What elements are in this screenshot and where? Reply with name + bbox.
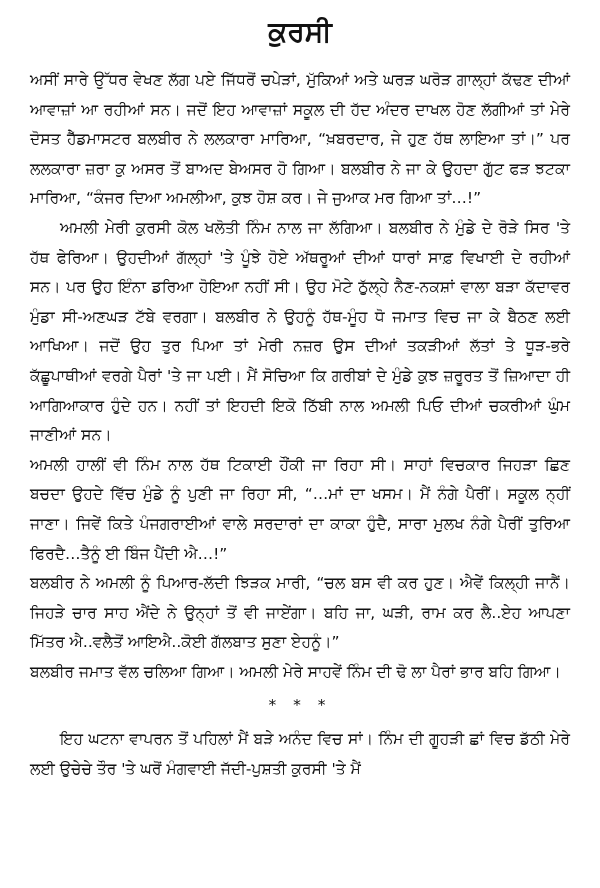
paragraph-3: ਅਮਲੀ ਹਾਲੀਂ ਵੀ ਨਿੰਮ ਨਾਲ ਹੱਥ ਟਿਕਾਈ ਹੌਂਕੀ ਜਾ ਰਿਹਾ ਸੀ। ਸਾਹਾਂ ਵਿਚਕਾਰ ਜਿਹੜਾ ਛਿਣ ਬਚਦਾ ਉਹਦੇ ਵਿੱਚ ਮੁੰਡੇ ਨੂੰ ਪੁਣੀ ਜਾ ਰਿਹਾ ਸੀ, “…ਮਾਂ ਦਾ ਖਸਮ। ਮੈਂ ਨੰਗੇ ਪੈਰੀਂ। ਸਕੂਲ ਨ੍ਹੀਂ ਜਾਣਾ। ਜਿਵੇਂ ਕਿਤੇ ਪੰਜਗਰਾਈਆਂ ਵਾਲੇ ਸਰਦਾਰਾਂ ਦਾ ਕਾਕਾ ਹੁੰਦੈ, ਸਾਰਾ ਮੁਲਖ ਨੰਗੇ ਪੈਰੀਂ ਤੁਰਿਆ ਫਿਰਦੈ…ਤੈਨੂੰ ਈ ਬਿੰਜ ਪੈਂਦੀ ਐ…!”: [30, 455, 570, 563]
page-title: ਕੁਰਸੀ: [268, 15, 332, 48]
paragraph-1: ਅਸੀਂ ਸਾਰੇ ਉੱਧਰ ਵੇਖਣ ਲੱਗ ਪਏ ਜਿੱਧਰੋਂ ਚਪੇੜਾਂ, ਮੁੱਕਿਆਂ ਅਤੇ ਘਰੜ ਘਰੋੜ ਗਾਲ੍ਹਾਂ ਕੱਢਣ ਦੀਆਂ ਆਵਾਜ਼ਾਂ ਆ ਰਹੀਆਂ ਸਨ। ਜਦੋਂ ਇਹ ਆਵਾਜ਼ਾਂ ਸਕੂਲ ਦੀ ਹੱਦ ਅੰਦਰ ਦਾਖਲ ਹੋਣ ਲੱਗੀਆਂ ਤਾਂ ਮੇਰੇ ਦੋਸਤ ਹੈੱਡਮਾਸਟਰ ਬਲਬੀਰ ਨੇ ਲਲਕਾਰਾ ਮਾਰਿਆ, “ਖ਼ਬਰਦਾਰ, ਜੇ ਹੁਣ ਹੱਥ ਲਾਇਆ ਤਾਂ।” ਪਰ ਲਲਕਾਰਾ ਜ਼ਰਾ ਕੁ ਅਸਰ ਤੋਂ ਬਾਅਦ ਬੇਅਸਰ ਹੋ ਗਿਆ। ਬਲਬੀਰ ਨੇ ਜਾ ਕੇ ਉਹਦਾ ਗੁੱਟ ਫੜ ਝਟਕਾ ਮਾਰਿਆ, “ਕੰਜਰ ਦਿਆ ਅਮਲੀਆ, ਕੁਝ ਹੋਸ਼ ਕਰ। ਜੇ ਜੁਆਕ ਮਰ ਗਿਆ ਤਾਂ…!”: [30, 71, 570, 208]
paragraph-2: ਅਮਲੀ ਮੇਰੀ ਕੁਰਸੀ ਕੋਲ ਖਲੋਤੀ ਨਿੰਮ ਨਾਲ ਜਾ ਲੱਗਿਆ। ਬਲਬੀਰ ਨੇ ਮੁੰਡੇ ਦੇ ਰੋੜੇ ਸਿਰ 'ਤੇ ਹੱਥ ਫੇਰਿਆ। ਉਹਦੀਆਂ ਗੱਲ੍ਹਾਂ 'ਤੇ ਪੂੰਝੇ ਹੋਏ ਅੱਥਰੂਆਂ ਦੀਆਂ ਧਾਰਾਂ ਸਾਫ਼ ਵਿਖਾਈ ਦੇ ਰਹੀਆਂ ਸਨ। ਪਰ ਉਹ ਇੰਨਾ ਡਰਿਆ ਹੋਇਆ ਨਹੀਂ ਸੀ। ਉਹ ਮੋਟੇ ਠੁੱਲ੍ਹੇ ਨੈਣ-ਨਕਸ਼ਾਂ ਵਾਲਾ ਬੜਾ ਕੱਦਾਵਰ ਮੁੰਡਾ ਸੀ-ਅਣਘੜ ਟੱਬੇ ਵਰਗਾ। ਬਲਬੀਰ ਨੇ ਉਹਨੂੰ ਹੱਥ-ਮੂੰਹ ਧੋ ਜਮਾਤ ਵਿਚ ਜਾ ਕੇ ਬੈਠਣ ਲਈ ਆਖਿਆ। ਜਦੋਂ ਉਹ ਤੁਰ ਪਿਆ ਤਾਂ ਮੇਰੀ ਨਜ਼ਰ ਉਸ ਦੀਆਂ ਤਕੜੀਆਂ ਲੱਤਾਂ ਤੇ ਧੂੜ-ਭਰੇ ਕੱਛੂਪਾਥੀਆਂ ਵਰਗੇ ਪੈਰਾਂ 'ਤੇ ਜਾ ਪਈ। ਮੈਂ ਸੋਚਿਆ ਕਿ ਗਰੀਬਾਂ ਦੇ ਮੁੰਡੇ ਕੁਝ ਜ਼ਰੂਰਤ ਤੋਂ ਜ਼ਿਆਦਾ ਹੀ ਆਗਿਆਕਾਰ ਹੁੰਦੇ ਹਨ। ਨਹੀਂ ਤਾਂ ਇਹਦੀ ਇਕੋ ਠਿੱਬੀ ਨਾਲ ਅਮਲੀ ਪਿਓ ਦੀਆਂ ਚਕਰੀਆਂ ਘੁੰਮ ਜਾਣੀਆਂ ਸਨ।: [30, 218, 570, 445]
section-separator: * * *: [268, 696, 332, 715]
paragraph-4: ਬਲਬੀਰ ਨੇ ਅਮਲੀ ਨੂੰ ਪਿਆਰ-ਲੱਦੀ ਝਿੜਕ ਮਾਰੀ, “ਚਲ ਬਸ ਵੀ ਕਰ ਹੁਣ। ਐਵੇਂ ਕਿਲ੍ਹੀ ਜਾਨੈਂ। ਜਿਹੜੇ ਚਾਰ ਸਾਹ ਐਂਦੇ ਨੇ ਉਨ੍ਹਾਂ ਤੋਂ ਵੀ ਜਾਏਂਗਾ। ਬਹਿ ਜਾ, ਘੜੀ, ਰਾਮ ਕਰ ਲੈ..ਏਹ ਆਪਣਾ ਮਿੱਤਰ ਐ..ਵਲੈਤੋਂ ਆਇਐ..ਕੋਈ ਗੱਲਬਾਤ ਸੁਣਾ ਏਹਨੂੰ।”: [30, 574, 570, 652]
paragraph-5: ਬਲਬੀਰ ਜਮਾਤ ਵੱਲ ਚਲਿਆ ਗਿਆ। ਅਮਲੀ ਮੇਰੇ ਸਾਹਵੇਂ ਨਿੰਮ ਦੀ ਢੋ ਲਾ ਪੈਰਾਂ ਭਾਰ ਬਹਿ ਗਿਆ।: [30, 662, 561, 681]
paragraph-6: ਇਹ ਘਟਨਾ ਵਾਪਰਨ ਤੋਂ ਪਹਿਲਾਂ ਮੈਂ ਬੜੇ ਅਨੰਦ ਵਿਚ ਸਾਂ। ਨਿੰਮ ਦੀ ਗੂਹੜੀ ਛਾਂ ਵਿਚ ਡੱਠੀ ਮੇਰੇ ਲਈ ਉਚੇਚੇ ਤੌਰ 'ਤੇ ਘਰੋਂ ਮੰਗਵਾਈ ਜੱਦੀ-ਪੁਸ਼ਤੀ ਕੁਰਸੀ 'ਤੇ ਮੈਂ: [30, 730, 570, 778]
